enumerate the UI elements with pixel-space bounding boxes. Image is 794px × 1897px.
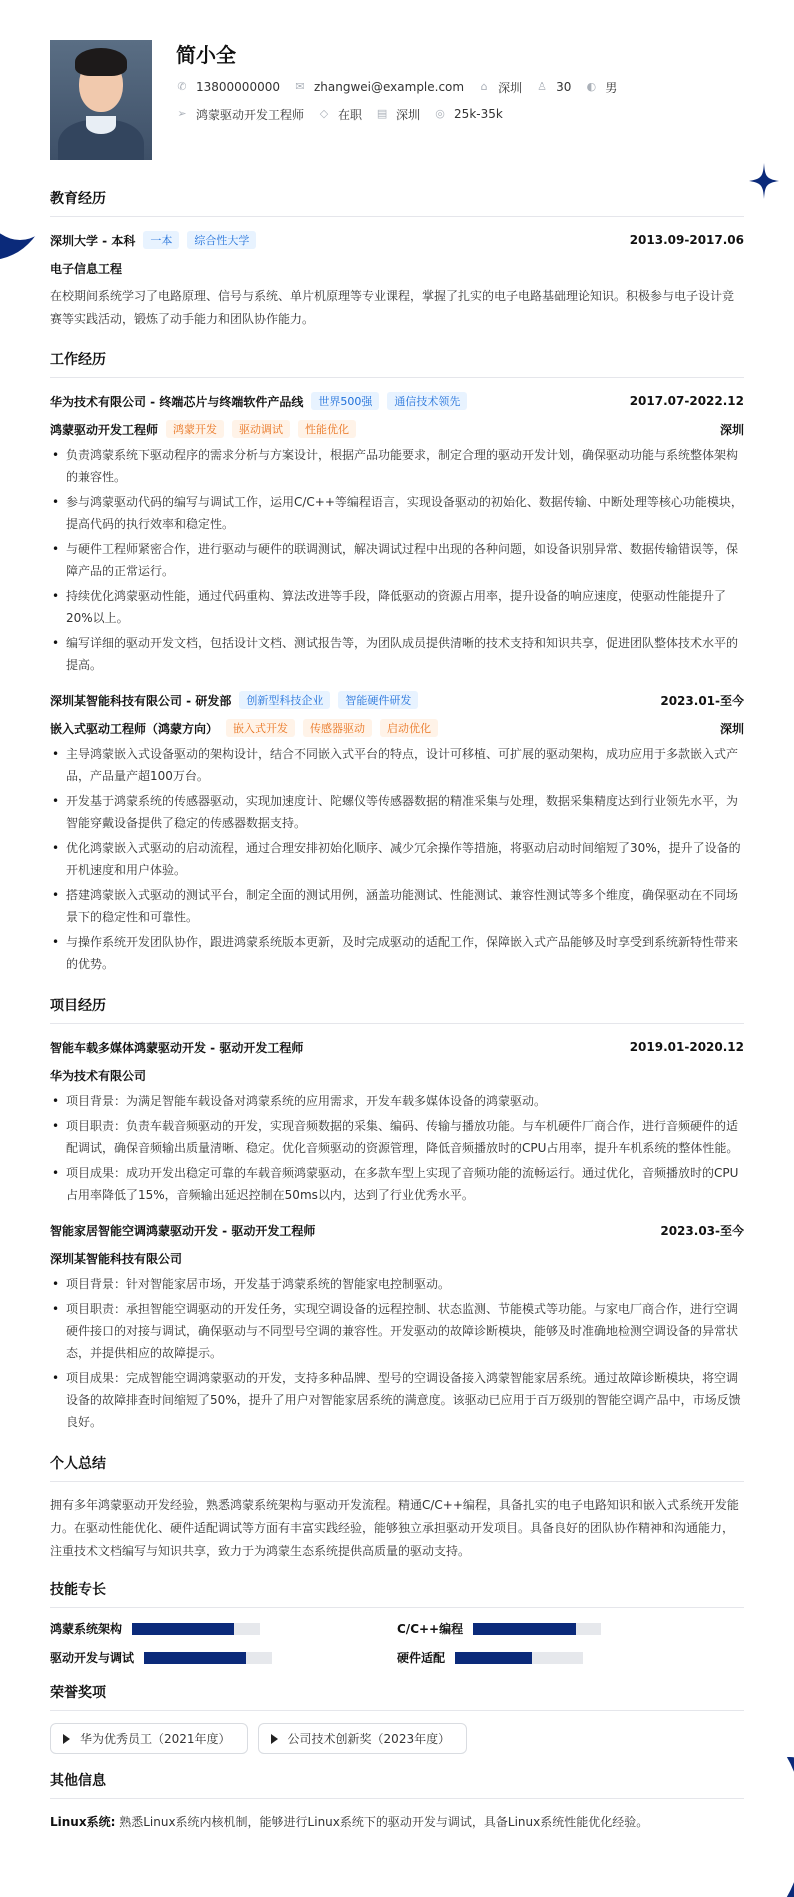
list-item: • 项目成果：完成智能空调鸿蒙驱动的开发，支持多种品牌、型号的空调设备接入鸿蒙智能家居系统。通过故障诊断模块，将空调设备的故障排查时间缩短了50%，提升了用户对智能家居系统的满意度。该驱动已应用于百万级别的智能空调产品中，市场反馈良好。 <box>50 1367 744 1433</box>
responsibility-list <box>50 743 744 975</box>
list-item: • 负责鸿蒙系统下驱动程序的需求分析与方案设计，根据产品功能要求，制定合理的驱动开发计划，确保驱动功能与系统整体架构的兼容性。 <box>50 444 744 488</box>
tag: 世界500强 <box>311 392 379 410</box>
work-item <box>50 689 744 975</box>
tag: 鸿蒙开发 <box>166 420 224 438</box>
candidate-name: 简小全 <box>176 43 236 67</box>
list-item: • 与硬件工程师紧密合作，进行驱动与硬件的联调测试，解决调试过程中出现的各种问题，如设备识别异常、数据传输错误等，保障产品的正常运行。 <box>50 538 744 582</box>
award-item <box>258 1723 468 1754</box>
date-range: 2023.03-至今 <box>660 1223 744 1238</box>
other-section <box>50 1770 744 1834</box>
play-icon <box>271 1734 278 1744</box>
awards-section <box>50 1682 744 1754</box>
skill-bar <box>132 1623 260 1635</box>
phone-icon: ✆ <box>177 80 187 93</box>
tag: 综合性大学 <box>187 231 256 249</box>
list-item: • 项目背景：针对智能家居市场，开发基于鸿蒙系统的智能家电控制驱动。 <box>50 1273 744 1295</box>
email-icon: ✉ <box>295 80 305 93</box>
section-title: 技能专长 <box>50 1579 744 1608</box>
tag: 创新型科技企业 <box>239 691 330 709</box>
list-item: • 项目职责：承担智能空调驱动的开发任务，实现空调设备的远程控制、状态监测、节能模式等功能。与家电厂商合作，进行空调硬件接口的对接与调试，确保驱动与不同型号空调的兼容性。开发驱动的故障诊断模块，能够及时准确地检测空调设备的异常状态，并提供相应的故障提示。 <box>50 1298 744 1364</box>
skill-bar <box>473 1623 601 1635</box>
award-name: 华为优秀员工（2021年度） <box>80 1732 231 1746</box>
list-item: • 与操作系统开发团队协作，跟进鸿蒙系统版本更新，及时完成驱动的适配工作，保障嵌入式产品能够及时享受到系统新特性带来的优势。 <box>50 931 744 975</box>
status-icon: ◇ <box>319 107 329 120</box>
responsibility-list <box>50 444 744 676</box>
section-title: 教育经历 <box>50 188 744 217</box>
tag: 智能硬件研发 <box>338 691 418 709</box>
city: 深圳 <box>498 80 523 95</box>
skill-name: 驱动开发与调试 <box>50 1651 135 1665</box>
section-title: 工作经历 <box>50 349 744 378</box>
skills-grid <box>50 1620 744 1666</box>
skill-item <box>397 1649 744 1666</box>
building-icon: ▤ <box>376 107 388 120</box>
skill-bar-fill <box>473 1623 575 1635</box>
phone-number: 13800000000 <box>196 80 280 94</box>
email: zhangwei@example.com <box>313 80 465 94</box>
gender-icon: ◐ <box>586 80 597 93</box>
skill-name: 硬件适配 <box>397 1651 446 1665</box>
role-title: 嵌入式驱动工程师（鸿蒙方向） <box>50 721 219 736</box>
list-item: • 开发基于鸿蒙系统的传感器驱动，实现加速度计、陀螺仪等传感器数据的精准采集与处理，数据采集精度达到行业领先水平，为智能穿戴设备提供了稳定的传感器数据支持。 <box>50 790 744 834</box>
company-name: 深圳某智能科技有限公司 - 研发部 <box>50 693 232 708</box>
tag: 驱动调试 <box>232 420 290 438</box>
salary: 25k-35k <box>454 107 503 121</box>
list-item: • 项目成果：成功开发出稳定可靠的车载音频鸿蒙驱动，在多款车型上实现了音频功能的流畅运行。通过优化，音频播放时的CPU占用率降低了15%，音频输出延迟控制在50ms以内，达到了行业优秀水平。 <box>50 1162 744 1206</box>
project-detail-list <box>50 1090 744 1206</box>
skill-name: 鸿蒙系统架构 <box>50 1622 123 1636</box>
skill-bar <box>144 1652 272 1664</box>
date-range: 2023.01-至今 <box>660 693 744 708</box>
job-status: 在职 <box>338 107 363 122</box>
company-name: 华为技术有限公司 - 终端芯片与终端软件产品线 <box>50 394 304 409</box>
skill-item <box>397 1620 744 1637</box>
send-icon: ➢ <box>177 107 187 120</box>
section-title: 荣誉奖项 <box>50 1682 744 1711</box>
section-title: 项目经历 <box>50 995 744 1024</box>
date-range: 2019.01-2020.12 <box>629 1040 744 1054</box>
list-item: • 搭建鸿蒙嵌入式驱动的测试平台，制定全面的测试用例，涵盖功能测试、性能测试、兼容性测试等多个维度，确保驱动在不同场景下的稳定性和可靠性。 <box>50 884 744 928</box>
resume-header <box>50 0 744 175</box>
tag: 一本 <box>143 231 179 249</box>
avatar <box>50 40 152 160</box>
award-item <box>50 1723 248 1754</box>
target-city: 深圳 <box>396 107 421 122</box>
project-name: 智能车载多媒体鸿蒙驱动开发 - 驱动开发工程师 <box>50 1040 304 1055</box>
gender: 男 <box>605 80 618 95</box>
award-name: 公司技术创新奖（2023年度） <box>287 1732 451 1746</box>
project-section <box>50 995 744 1433</box>
tag: 通信技术领先 <box>387 392 467 410</box>
job-title: 鸿蒙驱动开发工程师 <box>196 107 305 122</box>
location: 深圳 <box>719 721 744 736</box>
home-icon: ⌂ <box>480 80 488 93</box>
other-label: Linux系统: <box>50 1815 116 1829</box>
summary-section <box>50 1453 744 1563</box>
project-item <box>50 1219 744 1433</box>
skill-item <box>50 1649 397 1666</box>
contact-row <box>176 77 631 97</box>
personal-info <box>176 40 631 175</box>
intent-row <box>176 104 631 124</box>
list-item: • 参与鸿蒙驱动代码的编写与调试工作，运用C/C++等编程语言，实现设备驱动的初始化、数据传输、中断处理等核心功能模块，提高代码的执行效率和稳定性。 <box>50 491 744 535</box>
project-name: 智能家居智能空调鸿蒙驱动开发 - 驱动开发工程师 <box>50 1223 316 1238</box>
awards-list <box>50 1723 744 1754</box>
skill-bar-fill <box>144 1652 246 1664</box>
tag: 性能优化 <box>298 420 356 438</box>
list-item: • 持续优化鸿蒙驱动性能，通过代码重构、算法改进等手段，降低驱动的资源占用率，提升设备的响应速度，使驱动性能提升了20%以上。 <box>50 585 744 629</box>
skill-bar-fill <box>455 1652 532 1664</box>
summary-text: 拥有多年鸿蒙驱动开发经验，熟悉鸿蒙系统架构与驱动开发流程。精通C/C++编程，具备扎实的电子电路知识和嵌入式系统开发能力。在驱动性能优化、硬件适配调试等方面有丰富实践经验，能够独立承担驱动开发项目。具备良好的团队协作精神和沟通能力，注重技术文档编写与知识共享，致力于为鸿蒙生态系统提供高质量的驱动支持。 <box>50 1498 739 1558</box>
work-section <box>50 349 744 975</box>
school-name: 深圳大学 - 本科 <box>50 233 136 248</box>
date-range: 2013.09-2017.06 <box>629 233 744 247</box>
list-item: • 编写详细的驱动开发文档，包括设计文档、测试报告等，为团队成员提供清晰的技术支持和知识共享，促进团队整体技术水平的提高。 <box>50 632 744 676</box>
list-item: • 主导鸿蒙嵌入式设备驱动的架构设计，结合不同嵌入式平台的特点，设计可移植、可扩展的驱动架构，成功应用于多款嵌入式产品，产品量产超100万台。 <box>50 743 744 787</box>
salary-icon: ◎ <box>435 107 445 120</box>
section-title: 个人总结 <box>50 1453 744 1482</box>
skill-bar <box>455 1652 583 1664</box>
other-text: 熟悉Linux系统内核机制，能够进行Linux系统下的驱动开发与调试，具备Linux系统性能优化经验。 <box>119 1815 649 1829</box>
project-company: 深圳某智能科技有限公司 <box>50 1251 183 1266</box>
date-range: 2017.07-2022.12 <box>629 394 744 408</box>
section-title: 其他信息 <box>50 1770 744 1799</box>
major: 电子信息工程 <box>50 261 123 276</box>
tag: 传感器驱动 <box>303 719 372 737</box>
project-company: 华为技术有限公司 <box>50 1068 147 1083</box>
skill-name: C/C++编程 <box>397 1622 464 1636</box>
education-section <box>50 188 744 331</box>
work-item <box>50 390 744 676</box>
age-icon: ♙ <box>537 80 548 93</box>
role-title: 鸿蒙驱动开发工程师 <box>50 422 159 437</box>
age: 30 <box>556 80 572 94</box>
education-description: 在校期间系统学习了电路原理、信号与系统、单片机原理等专业课程，掌握了扎实的电子电路基础理论知识。积极参与电子设计竞赛等实践活动，锻炼了动手能力和团队协作能力。 <box>50 289 735 326</box>
skill-bar-fill <box>132 1623 234 1635</box>
list-item: • 项目背景：为满足智能车载设备对鸿蒙系统的应用需求，开发车载多媒体设备的鸿蒙驱动。 <box>50 1090 744 1112</box>
skill-item <box>50 1620 397 1637</box>
location: 深圳 <box>719 422 744 437</box>
tag: 启动优化 <box>380 719 438 737</box>
list-item: • 优化鸿蒙嵌入式驱动的启动流程，通过合理安排初始化顺序、减少冗余操作等措施，将驱动启动时间缩短了30%，提升了设备的开机速度和用户体验。 <box>50 837 744 881</box>
tag: 嵌入式开发 <box>226 719 295 737</box>
skills-section <box>50 1579 744 1666</box>
play-icon <box>63 1734 70 1744</box>
project-item <box>50 1036 744 1206</box>
list-item: • 项目职责：负责车载音频驱动的开发，实现音频数据的采集、编码、传输与播放功能。与车机硬件厂商合作，进行音频硬件的适配调试，确保音频输出质量清晰、稳定。优化音频驱动的资源管理，降低音频播放时的CPU占用率，提升车机系统的整体性能。 <box>50 1115 744 1159</box>
project-detail-list <box>50 1273 744 1433</box>
